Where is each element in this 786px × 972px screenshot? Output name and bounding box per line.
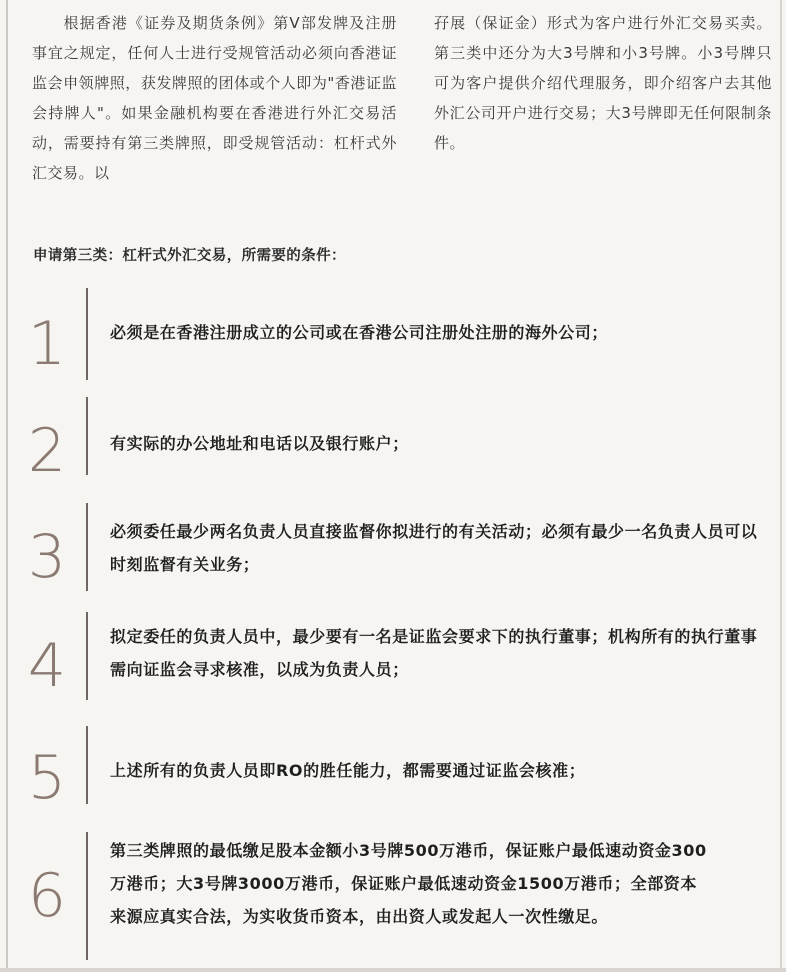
condition-divider	[86, 503, 88, 591]
condition-text: 第三类牌照的最低缴足股本金额小3号牌500万港币，保证账户最低速动资金300万港币；大3号牌3000万港币，保证账户最低速动资金1500万港币；全部资本来源应真实合法，为实收货币资本，由出资人或发起人一次性缴足。	[110, 841, 707, 926]
intro-paragraph-left: 根据香港《证券及期货条例》第V部发牌及注册事宜之规定，任何人士进行受规管活动必须向香港证监会申领牌照，获发牌照的团体或个人即为"香港证监会持牌人"。如果金融机构要在香港进行外汇交易活动，需要持有第三类牌照，即受规管活动：杠杆式外汇交易。以	[32, 14, 397, 182]
condition-number: 5	[27, 743, 67, 813]
condition-divider	[86, 397, 88, 475]
condition-number: 2	[27, 416, 67, 486]
condition-number: 4	[27, 631, 67, 701]
section-heading: 申请第三类：杠杆式外汇交易，所需要的条件：	[33, 248, 346, 264]
condition-divider	[86, 288, 88, 380]
condition-divider	[86, 832, 88, 960]
condition-divider	[86, 726, 88, 804]
condition-text: 有实际的办公地址和电话以及银行账户；	[110, 434, 409, 453]
condition-text: 必须委任最少两名负责人员直接监督你拟进行的有关活动；必须有最少一名负责人员可以时刻监督有关业务；	[110, 522, 758, 574]
condition-divider	[86, 612, 88, 700]
condition-text: 拟定委任的负责人员中，最少要有一名是证监会要求下的执行董事；机构所有的执行董事需向证监会寻求核准，以成为负责人员；	[110, 627, 758, 679]
condition-number: 1	[27, 309, 67, 379]
intro-paragraph-right: 孖展（保证金）形式为客户进行外汇交易买卖。第三类中还分为大3号牌和小3号牌。小3号牌只可为客户提供介绍代理服务，即介绍客户去其他外汇公司开户进行交易；大3号牌即无任何限制条件。	[434, 14, 772, 152]
condition-text: 必须是在香港注册成立的公司或在香港公司注册处注册的海外公司；	[110, 323, 609, 342]
condition-text: 上述所有的负责人员即RO的胜任能力，都需要通过证监会核准；	[110, 761, 586, 780]
condition-number: 6	[27, 861, 67, 931]
condition-number: 3	[27, 522, 67, 592]
